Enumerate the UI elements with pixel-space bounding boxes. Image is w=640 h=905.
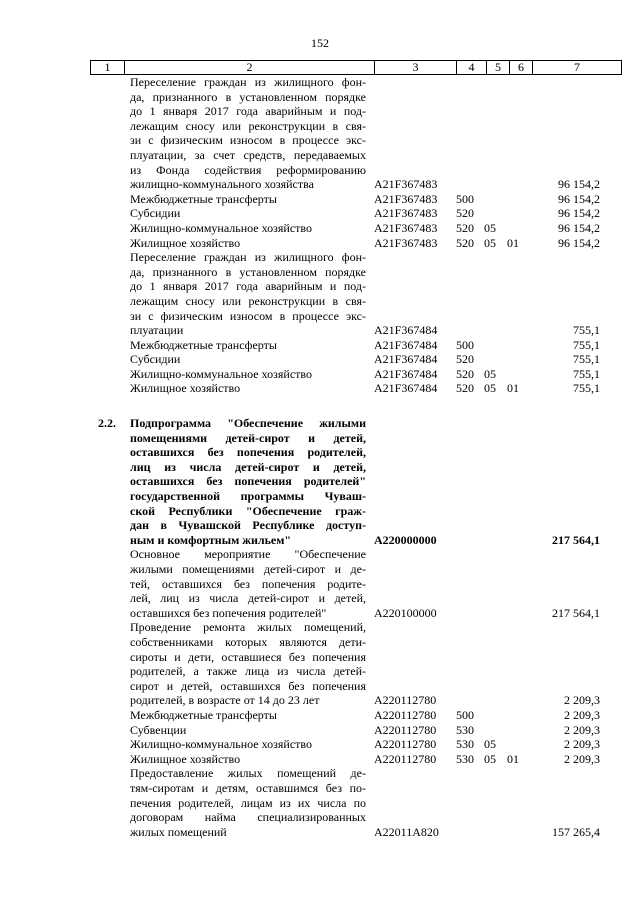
row-name-line: Предоставление жилых помещений де- [130,766,366,781]
expense-type: 530 [456,737,474,752]
row-name-line: до 1 января 2017 года аварийным и под- [130,279,366,294]
expense-type: 520 [456,381,474,396]
subsection-code: 01 [507,235,519,250]
table-row [0,708,640,723]
row-name-line: лежащим сносу или реконструкции в свя- [130,118,366,133]
expense-type: 500 [456,707,474,722]
row-name [130,236,366,251]
section-code: 05 [484,235,496,250]
row-name-line: оставшихся без попечения родителей, [130,445,366,460]
row-name-line: Субсидии [130,352,181,367]
row-name-line: жилых помещений [130,824,227,839]
column-header: 5 [487,61,510,75]
target-code: A220112780 [374,751,437,766]
row-name [130,192,366,207]
table-row [0,737,640,752]
table-row [0,723,640,738]
table-row [0,192,640,207]
row-name-line: ской Республики "Обеспечение граж- [130,503,366,518]
row-name [130,75,366,192]
row-name [130,737,366,752]
row-name-line: лей, лиц из числа детей-сирот и детей, [130,591,366,606]
row-name-line: Жилищное хозяйство [130,235,241,250]
expense-type: 520 [456,366,474,381]
row-name-line: тей, оставшихся без попечения родите- [130,576,366,591]
table-row [0,547,640,620]
expense-type: 520 [456,235,474,250]
amount: 217 564,1 [552,605,600,620]
target-code: A21F367483 [374,235,438,250]
row-name-line: лежащим сносу или реконструкции в свя- [130,293,366,308]
target-code: A21F367484 [374,366,438,381]
row-name-line: государственной программы Чуваш- [130,489,366,504]
target-code: A21F367483 [374,206,438,221]
expense-type: 520 [456,220,474,235]
table-row [0,367,640,382]
row-name [130,708,366,723]
expense-type: 500 [456,191,474,206]
target-code: A220112780 [374,722,437,737]
row-name-line: сироты и дети, оставшиеся без попечения [130,649,366,664]
table-row [0,381,640,396]
row-name-line: жилищно-коммунального хозяйства [130,177,314,192]
row-name-line: родителей, в возрасте от 14 до 23 лет [130,693,320,708]
amount: 217 564,1 [552,532,600,547]
row-name-line: Жилищно-коммунальное хозяйство [130,737,313,752]
row-name-line: лиц из числа детей-сирот и детей, [130,459,366,474]
amount: 755,1 [573,323,600,338]
column-header: 7 [533,61,622,75]
row-name-line: печения родителей, лицам из их числа по [130,795,366,810]
amount: 96 154,2 [558,206,600,221]
budget-table-body [0,75,640,839]
section-code: 05 [484,220,496,235]
table-row [0,752,640,767]
target-code: A21F367484 [374,381,438,396]
row-name-line: сирот и детей, оставшихся без попечения [130,678,366,693]
expense-type: 500 [456,337,474,352]
column-header: 3 [375,61,457,75]
amount: 755,1 [573,366,600,381]
column-header: 1 [91,61,125,75]
row-name-line: Переселение граждан из жилищного фон- [130,250,366,265]
row-name-line: оставшихся без попечения родителей" [130,474,366,489]
row-name-line: собственниками которых являются дети- [130,634,366,649]
row-name [130,352,366,367]
column-header: 6 [510,61,533,75]
row-name [130,338,366,353]
row-name-line: договорам найма специализированных [130,810,366,825]
table-row [0,236,640,251]
row-name-line: тям-сиротам и детям, оставшимся без по- [130,780,366,795]
row-name [130,752,366,767]
table-row [0,620,640,708]
subsection-code: 01 [507,751,519,766]
amount: 157 265,4 [552,824,600,839]
row-number: 2.2. [98,416,116,431]
target-code: A220100000 [374,605,437,620]
row-name-line: до 1 января 2017 года аварийным и под- [130,104,366,119]
row-name [130,723,366,738]
table-row [0,250,640,338]
expense-type: 530 [456,722,474,737]
row-name-line: плуатации [130,323,184,338]
expense-type: 520 [456,206,474,221]
row-name-line: Жилищно-коммунальное хозяйство [130,366,313,381]
expense-type: 520 [456,352,474,367]
target-code: A21F367484 [374,337,438,352]
row-name-line: Межбюджетные трансферты [130,337,277,352]
row-name-line: дан в Чувашской Республике доступ- [130,518,366,533]
column-header: 4 [457,61,487,75]
target-code: A220112780 [374,707,437,722]
row-name-line: да, признанного в установленном порядке [130,264,366,279]
row-name-line: помещениями детей-сирот и детей, [130,430,366,445]
target-code: A21F367484 [374,352,438,367]
target-code: A220000000 [374,532,437,547]
target-code: A21F367483 [374,220,438,235]
row-name-line: оставшихся без попечения родителей" [130,605,327,620]
section-code: 05 [484,751,496,766]
amount: 2 209,3 [564,693,600,708]
table-row [0,221,640,236]
row-name [130,547,366,620]
row-name-line: Жилищное хозяйство [130,751,241,766]
amount: 96 154,2 [558,235,600,250]
column-header: 2 [125,61,375,75]
row-name [130,416,366,547]
target-code: A21F367483 [374,177,438,192]
table-row [0,338,640,353]
expense-type: 530 [456,751,474,766]
row-name-line: родителей, а также лица из числа детей- [130,664,366,679]
target-code: A220112780 [374,737,437,752]
section-gap [0,396,640,416]
page-number: 152 [311,36,329,50]
row-name-line: да, признанного в установленном порядке [130,89,366,104]
row-name-line: Жилищно-коммунальное хозяйство [130,220,313,235]
row-name-line: Жилищное хозяйство [130,381,241,396]
row-name-line: зи с физическим износом в процессе экс- [130,133,366,148]
table-row [0,206,640,221]
amount: 755,1 [573,337,600,352]
row-name-line: Межбюджетные трансферты [130,191,277,206]
amount: 96 154,2 [558,177,600,192]
row-name [130,381,366,396]
table-row [0,352,640,367]
row-name-line: ным и комфортным жильем" [130,532,292,547]
amount: 755,1 [573,352,600,367]
amount: 2 209,3 [564,722,600,737]
table-row [0,416,640,547]
column-header-table [90,60,622,75]
section-code: 05 [484,381,496,396]
row-name-line: плуатации, за счет средств, передаваемых [130,147,366,162]
row-name-line: Субвенции [130,722,187,737]
row-name [130,221,366,236]
row-name-line: зи с физическим износом в процессе экс- [130,308,366,323]
target-code: A21F367483 [374,191,438,206]
row-name [130,250,366,338]
target-code: A22011A820 [374,824,439,839]
row-name-line: Основное мероприятие "Обеспечение [130,547,366,562]
amount: 2 209,3 [564,737,600,752]
row-name-line: Субсидии [130,206,181,221]
row-name-line: Межбюджетные трансферты [130,707,277,722]
target-code: A220112780 [374,693,437,708]
row-name-line: из Фонда содействия реформированию [130,162,366,177]
row-name-line: Подпрограмма "Обеспечение жилыми [130,416,366,431]
row-name [130,620,366,708]
table-row [0,75,640,192]
target-code: A21F367484 [374,323,438,338]
row-name-line: жилыми помещениями детей-сирот и де- [130,562,366,576]
row-name [130,367,366,382]
section-code: 05 [484,737,496,752]
amount: 2 209,3 [564,707,600,722]
amount: 96 154,2 [558,220,600,235]
amount: 755,1 [573,381,600,396]
section-code: 05 [484,366,496,381]
amount: 96 154,2 [558,191,600,206]
subsection-code: 01 [507,381,519,396]
row-name-line: Переселение граждан из жилищного фон- [130,75,366,89]
table-row [0,766,640,839]
row-name-line: Проведение ремонта жилых помещений, [130,620,366,635]
row-name [130,206,366,221]
amount: 2 209,3 [564,751,600,766]
row-name [130,766,366,839]
